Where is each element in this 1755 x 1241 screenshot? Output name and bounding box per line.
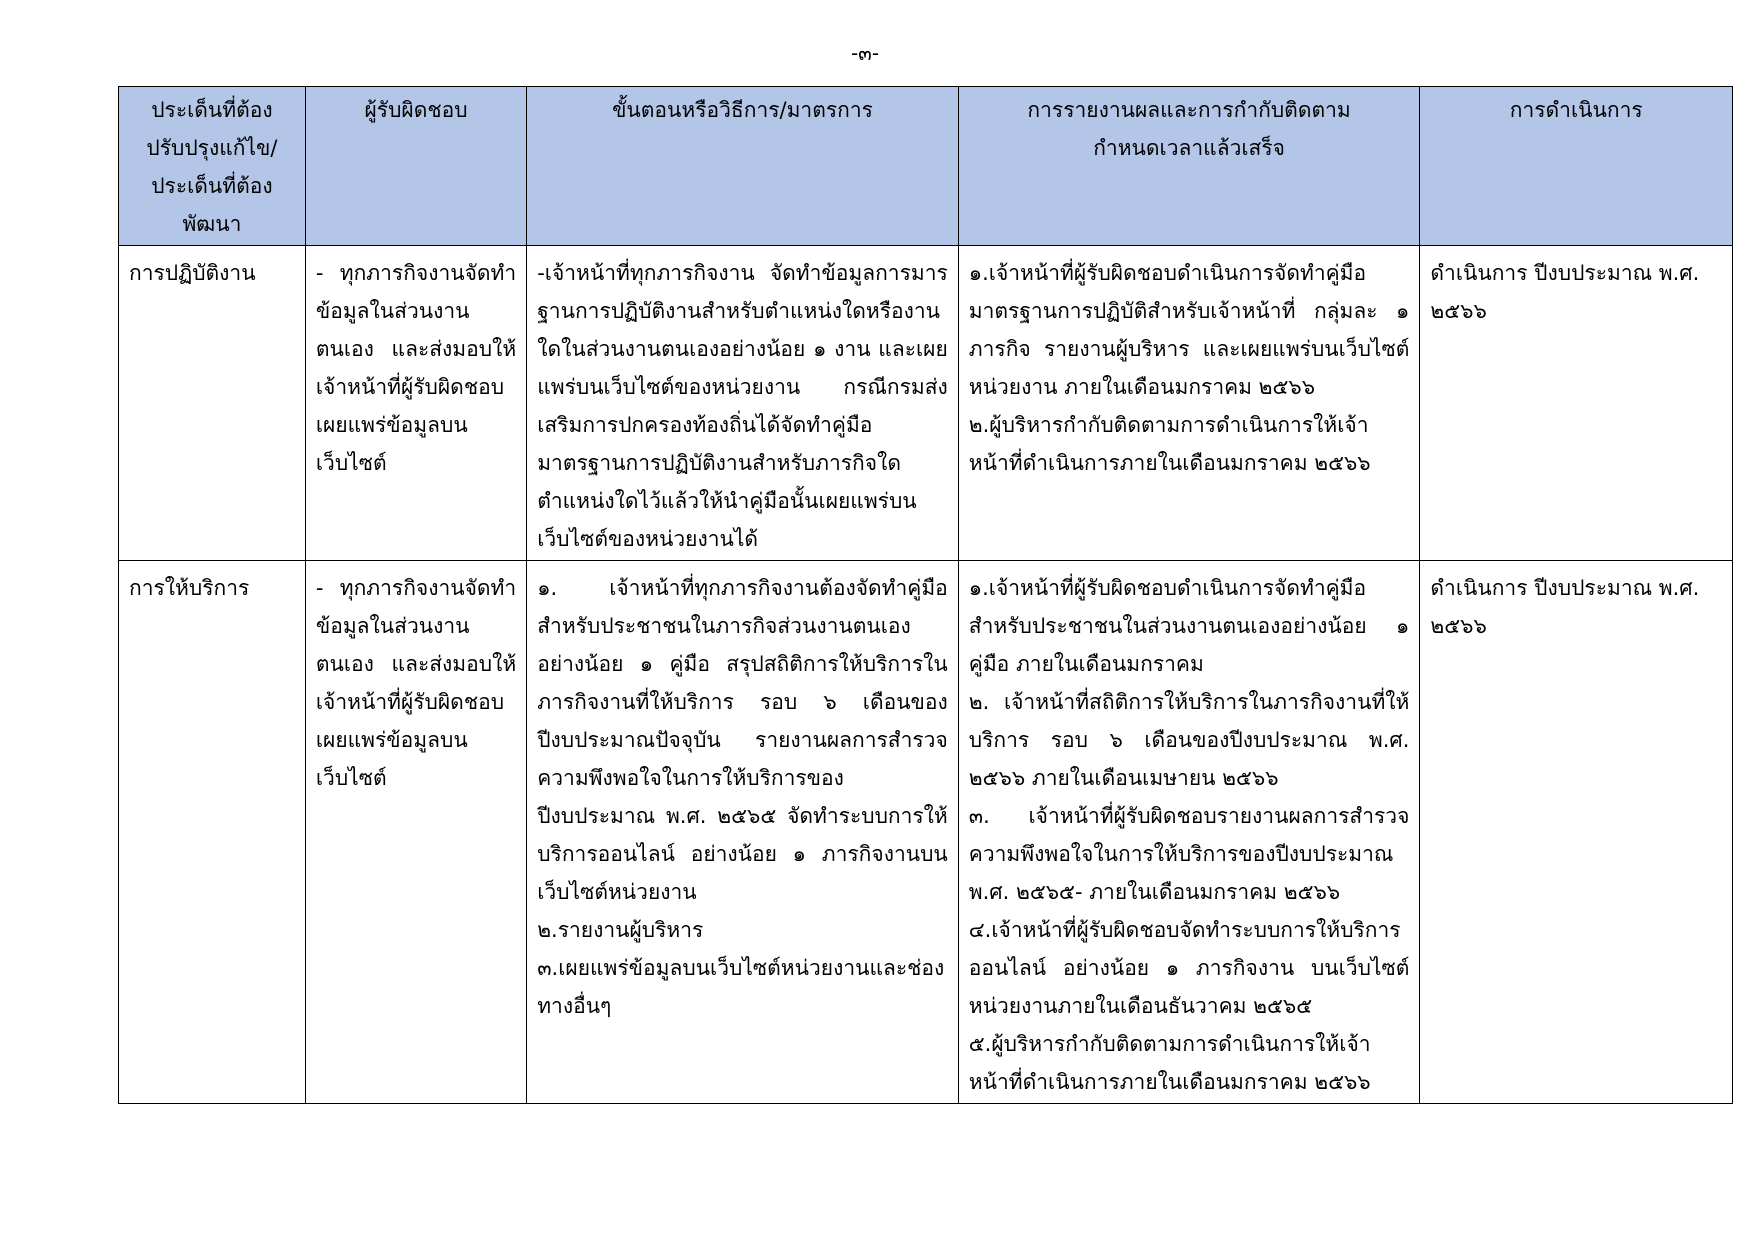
procedure-item: ๑. เจ้าหน้าที่ทุกภารกิจงานต้องจัดทำคู่มือสำหรับประชาชนในภารกิจส่วนงานตนเองอย่างน้อย ๑ คู่มือ สรุปสถิติการให้บริการในภารกิจงานที่ให้บริการ รอบ ๖ เดือนของปีงบประมาณปัจจุบัน รายงานผลการสำรวจความพึงพอใจในการให้บริการของปีงบประมาณ พ.ศ. ๒๕๖๕ จัดทำระบบการให้บริการออนไลน์ อย่างน้อย ๑ ภารกิจงานบนเว็บไซต์หน่วยงาน <box>537 576 948 904</box>
header-procedure-line: ขั้นตอนหรือวิธีการ/มาตรการ <box>612 98 873 122</box>
cell-responsible: - ทุกภารกิจงานจัดทำข้อมูลในส่วนงานตนเอง และส่งมอบให้เจ้าหน้าที่ผู้รับผิดชอบเผยแพร่ข้อมูลบนเว็บไซต์ <box>305 561 526 1104</box>
cell-responsible: - ทุกภารกิจงานจัดทำข้อมูลในส่วนงานตนเอง และส่งมอบให้เจ้าหน้าที่ผู้รับผิดชอบเผยแพร่ข้อมูลบนเว็บไซต์ <box>305 246 526 561</box>
page-number: -๓- <box>850 41 880 65</box>
cell-action: ดำเนินการ ปีงบประมาณ พ.ศ. ๒๕๖๖ <box>1420 246 1733 561</box>
header-reporting-line: กำหนดเวลาแล้วเสร็จ <box>1093 136 1285 160</box>
reporting-item: ๔.เจ้าหน้าที่ผู้รับผิดชอบจัดทำระบบการให้บริการออนไลน์ อย่างน้อย ๑ ภารกิจงาน บนเว็บไซต์หน่วยงานภายในเดือนธันวาคม ๒๕๖๕ <box>968 918 1410 1018</box>
header-responsible <box>305 87 526 246</box>
header-issue-line: พัฒนา <box>182 212 242 236</box>
reporting-item: ๒. เจ้าหน้าที่สถิติการให้บริการในภารกิจงานที่ให้บริการ รอบ ๖ เดือนของปีงบประมาณ พ.ศ. ๒๕๖๖ ภายในเดือนเมษายน ๒๕๖๖ <box>968 690 1410 790</box>
cell-procedure <box>527 246 959 561</box>
header-responsible-line: ผู้รับผิดชอบ <box>364 98 468 122</box>
reporting-item: ๒.ผู้บริหารกำกับติดตามการดำเนินการให้เจ้าหน้าที่ดำเนินการภายในเดือนมกราคม ๒๕๖๖ <box>968 413 1371 475</box>
header-action-line: การดำเนินการ <box>1509 98 1643 122</box>
header-procedure <box>527 87 959 246</box>
cell-procedure <box>527 561 959 1104</box>
table-row <box>119 561 1733 1104</box>
reporting-item: ๕.ผู้บริหารกำกับติดตามการดำเนินการให้เจ้าหน้าที่ดำเนินการภายในเดือนมกราคม ๒๕๖๖ <box>968 1032 1371 1094</box>
reporting-item: ๑.เจ้าหน้าที่ผู้รับผิดชอบดำเนินการจัดทำคู่มือสำหรับประชาชนในส่วนงานตนเองอย่างน้อย ๑ คู่มือ ภายในเดือนมกราคม <box>968 576 1410 676</box>
header-reporting <box>958 87 1420 246</box>
cell-issue: การปฏิบัติงาน <box>119 246 306 561</box>
header-issue-line: ปรับปรุงแก้ไข/ <box>146 136 278 160</box>
header-issue-line: ประเด็นที่ต้อง <box>151 174 273 198</box>
reporting-item: ๓. เจ้าหน้าที่ผู้รับผิดชอบรายงานผลการสำรวจความพึงพอใจในการให้บริการของปีงบประมาณ พ.ศ. ๒๕๖๕- ภายในเดือนมกราคม ๒๕๖๖ <box>968 804 1410 904</box>
cell-action: ดำเนินการ ปีงบประมาณ พ.ศ. ๒๕๖๖ <box>1420 561 1733 1104</box>
procedure-item: -เจ้าหน้าที่ทุกภารกิจงาน จัดทำข้อมูลการมารฐานการปฏิบัติงานสำหรับตำแหน่งใดหรืองานใดในส่วนงานตนเองอย่างน้อย ๑ งาน และเผยแพร่บนเว็บไซต์ของหน่วยงาน กรณีกรมส่งเสริมการปกครองท้องถิ่นได้จัดทำคู่มือมาตรฐานการปฏิบัติงานสำหรับภารกิจใดตำแหน่งใดไว้แล้วให้นำคู่มือนั้นเผยแพร่บนเว็บไซต์ของหน่วยงานได้ <box>537 261 948 551</box>
header-issue-line: ประเด็นที่ต้อง <box>151 98 273 122</box>
procedure-item: ๒.รายงานผู้บริหาร <box>537 918 704 942</box>
cell-issue: การให้บริการ <box>119 561 306 1104</box>
table-row <box>119 246 1733 561</box>
header-action <box>1420 87 1733 246</box>
reporting-item: ๑.เจ้าหน้าที่ผู้รับผิดชอบดำเนินการจัดทำคู่มือมาตรฐานการปฏิบัติสำหรับเจ้าหน้าที่ กลุ่มละ ๑ ภารกิจ รายงานผู้บริหาร และเผยแพร่บนเว็บไซต์หน่วยงาน ภายในเดือนมกราคม ๒๕๖๖ <box>968 261 1410 399</box>
cell-reporting <box>958 561 1420 1104</box>
procedure-item: ๓.เผยแพร่ข้อมูลบนเว็บไซต์หน่วยงานและช่องทางอื่นๆ <box>537 956 945 1018</box>
header-issue <box>119 87 306 246</box>
table-header-row <box>119 87 1733 246</box>
cell-reporting <box>958 246 1420 561</box>
header-reporting-line: การรายงานผลและการกำกับติดตาม <box>1027 98 1351 122</box>
action-plan-table <box>118 86 1733 1104</box>
